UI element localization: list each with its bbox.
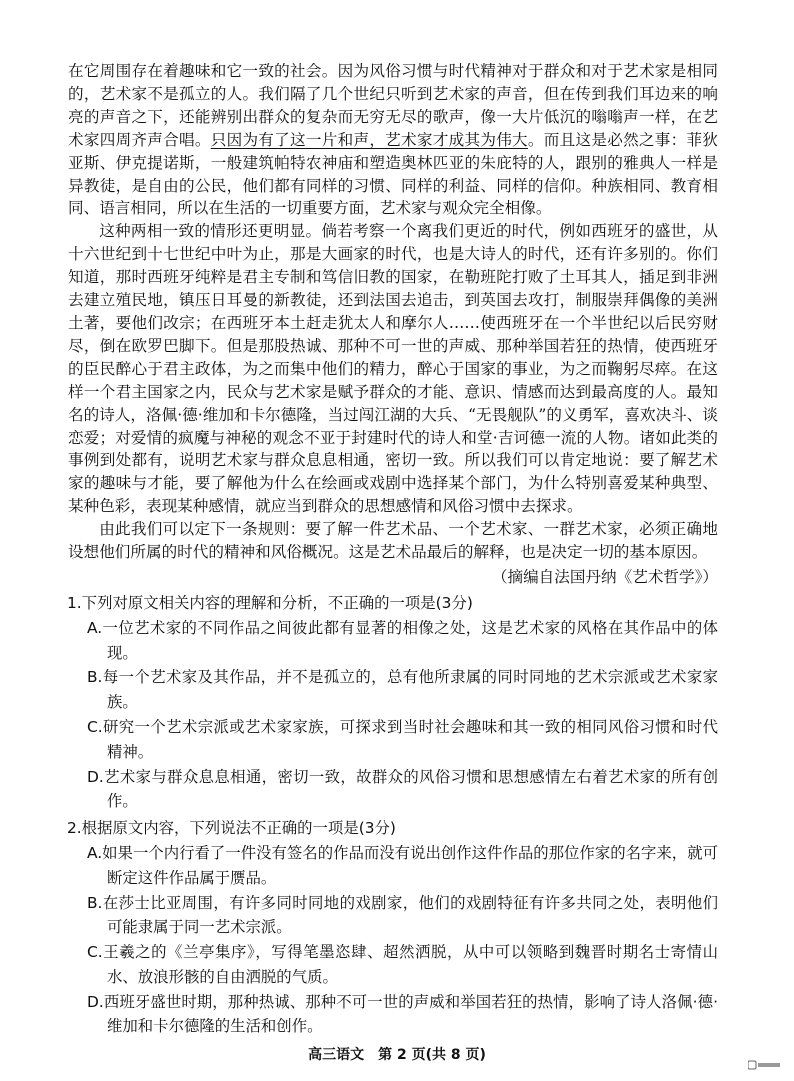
answer-option-c: C.王羲之的《兰亭集序》，写得笔墨恣肆、超然洒脱，从中可以领略到魏晋时期名士寄情山水、放浪形骸的自由洒脱的气质。 [87,943,718,986]
question-stem: 1.下列对原文相关内容的理解和分析，不正确的一项是(3分) [67,593,473,612]
paragraph-text: 。而且这是必然之事：菲狄亚斯、伊克提诺斯，一般建筑帕特农神庙和塑造奥林匹亚的朱庇特的人，跟别的雅典人一样是异教徒，是自由的公民，他们都有同样的习惯、同样的利益、同样的信仰。种族相同、教育相同、语言相同，所以在生活的一切重要方面，艺术家与观众完全相像。 [68,130,718,218]
answer-option-a: A.一位艺术家的不同作品之间彼此都有显著的相像之处，这是艺术家的风格在其作品中的体现。 [87,618,718,662]
answer-option-c: C.研究一个艺术宗派或艺术家家族，可探求到当时社会趣味和其一致的相同风俗习惯和时代精神。 [87,717,718,761]
question-1 [68,591,718,814]
watermark-mark [748,1060,782,1070]
reading-passage [68,60,718,589]
passage-paragraph [68,220,718,518]
watermark-logo [748,1060,782,1072]
passage-paragraph [68,518,718,564]
passage-paragraph [68,60,718,220]
answer-option-b: B.每一个艺术家及其作品，并不是孤立的，总有他所隶属的同时同地的艺术宗派或艺术家家族。 [87,668,718,712]
page-content [68,60,718,1039]
answer-option-b: B.在莎士比亚周围，有许多同时同地的戏剧家，他们的戏剧特征有许多共同之处，表明他们可能隶属于同一艺术宗派。 [87,893,718,937]
question-stem: 2.根据原文内容，下列说法不正确的一项是(3分) [67,819,396,838]
paragraph-text: 在它周围存在着趣味和它一致的社会。因为风俗习惯与时代精神对于群众和对于艺术家是相同的，艺术家不是孤立的人。我们隔了几个世纪只听到艺术家的声音，但在传到我们耳边来的响亮的声音之下，还能辨别出群众的复杂而无穷无尽的歌声，像一大片低沉的嗡嗡声一样，在艺术家四周齐声合唱。 [68,62,718,149]
answer-option-d: D.艺术家与群众息息相通，密切一致，故群众的风俗习惯和思想感情左右着艺术家的所有创作。 [87,767,718,811]
paragraph-text: 由此我们可以定下一条规则：要了解一件艺术品、一个艺术家、一群艺术家，必须正确地设想他们所属的时代的精神和风俗概况。这是艺术品最后的解释，也是决定一切的基本原因。 [68,520,718,562]
page-footer: 高三语文 第 2 页(共 8 页) [308,1047,486,1063]
question-2 [68,816,718,1039]
passage-source: （摘编自法国丹纳《艺术哲学》） [491,567,718,586]
underlined-sentence: 只因为有了这一片和声，艺术家才成其为伟大 [210,130,528,149]
answer-option-d: D.西班牙盛世时期，那种热诚、那种不可一世的声威和举国若狂的热情，影响了诗人洛佩·德·维加和卡尔德隆的生活和创作。 [87,992,718,1036]
answer-option-a: A.如果一个内行看了一件没有签名的作品而没有说出创作这件作品的那位作家的名字来，就可断定这件作品属于赝品。 [87,843,718,887]
paragraph-text: 这种两相一致的情形还更明显。倘若考察一个离我们更近的时代，例如西班牙的盛世，从十六世纪到十七世纪中叶为止，那是大画家的时代，也是大诗人的时代，还有许多别的。你们知道，那时西班牙纯粹是君主专制和笃信旧教的国家，在勒班陀打败了土耳其人，插足到非洲去建立殖民地，镇压日耳曼的新教徒，还到法国去追击，到英国去攻打，制服崇拜偶像的美洲土著，要他们改宗；在西班牙本土赶走犹太人和摩尔人……使西班牙在一个半世纪以后民穷财尽，倒在欧罗巴脚下。但是那股热诚、那种不可一世的声威、那种举国若狂的热情，使西班牙的臣民醉心于君主政体，为之而集中他们的精力，醉心于国家的事业，为之而鞠躬尽瘁。在这样一个君主国家之内，民众与艺术家是赋予群众的才能、意识、情感而达到最高度的人。最知名的诗人，洛佩·德·维加和卡尔德隆，当过闯江湖的大兵、“无畏舰队”的义勇军，喜欢决斗、谈恋爱；对爱情的疯魔与神秘的观念不亚于封建时代的诗人和堂·吉诃德一流的人物。诸如此类的事例到处都有，说明艺术家与群众息息相通，密切一致。所以我们可以肯定地说：要了解艺术家的趣味与才能，要了解他为什么在绘画或戏剧中选择某个部门，为什么特别喜爱某种典型、某种色彩，表现某种感情，就应当到群众的思想感情和风俗习惯中去探求。 [68,222,718,516]
